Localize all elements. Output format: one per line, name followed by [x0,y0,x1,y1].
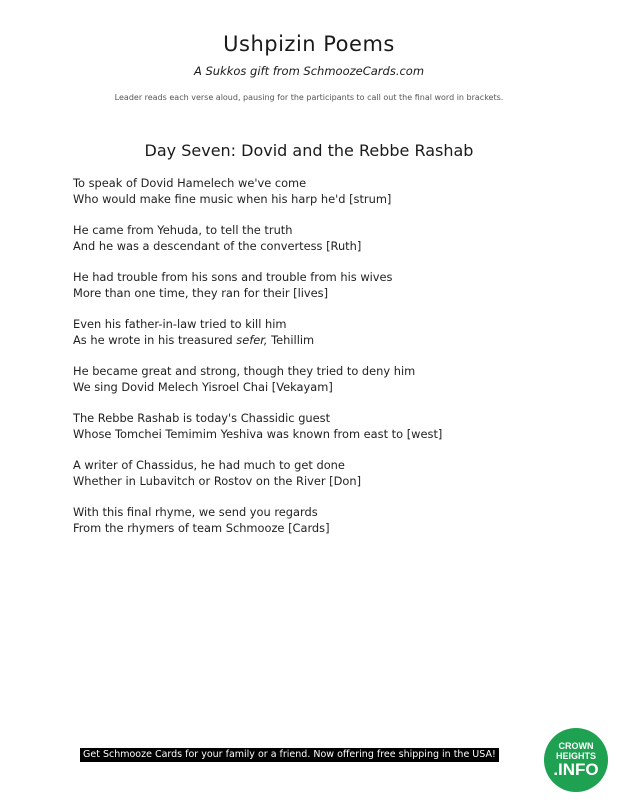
verse-line: To speak of Dovid Hamelech we've come [73,176,307,190]
verse-line: He had trouble from his sons and trouble from his wives [73,270,393,284]
logo-line-heights: HEIGHTS [555,751,596,761]
day-heading: Day Seven: Dovid and the Rebbe Rashab [144,141,474,160]
crownheights-logo [544,728,608,792]
verse-line: We sing Dovid Melech Yisroel Chai [Vekayam] [73,379,333,394]
verse-line: With this final rhyme, we send you regards [73,505,318,519]
verse-line: The Rebbe Rashab is today's Chassidic guest [73,411,331,425]
verse-line-text: Tehillim [267,332,315,347]
verse [73,411,543,442]
poem-subtitle: A Sukkos gift from SchmoozeCards.com [193,64,425,78]
verse [73,364,543,395]
leader-instructions: Leader reads each verse aloud, pausing for the participants to call out the final word in brackets. [114,93,504,102]
verse [73,223,543,254]
verse-line: He became great and strong, though they tried to deny him [73,364,416,378]
verse [73,317,543,348]
verse [73,270,543,301]
verse-line-text: As he wrote in his treasured [73,332,237,347]
sefer-italic-word: sefer, [236,332,268,347]
verse-line: From the rhymers of team Schmooze [Cards] [73,520,330,535]
poem-title: Ushpizin Poems [223,32,395,56]
logo-line-crown: CROWN [558,741,594,751]
promo-footer: Get Schmooze Cards for your family or a friend. Now offering free shipping in the USA! [80,748,499,762]
verse [73,505,543,536]
verse-line: Whether in Lubavitch or Rostov on the River [Don] [73,473,362,488]
verse-line: More than one time, they ran for their [lives] [73,285,329,300]
verse-line: Who would make fine music when his harp he'd [strum] [73,191,392,206]
verse-line: Even his father-in-law tried to kill him [73,317,287,331]
verse-list [73,176,543,552]
verse-line: Whose Tomchei Temimim Yeshiva was known from east to [west] [73,426,443,441]
verse-line: And he was a descendant of the convertess [Ruth] [73,238,362,253]
verse-line: A writer of Chassidus, he had much to get done [73,458,345,472]
logo-line-info: .INFO [553,760,599,779]
verse [73,458,543,489]
verse-line [73,333,543,349]
verse [73,176,543,207]
verse-line: He came from Yehuda, to tell the truth [73,223,293,237]
